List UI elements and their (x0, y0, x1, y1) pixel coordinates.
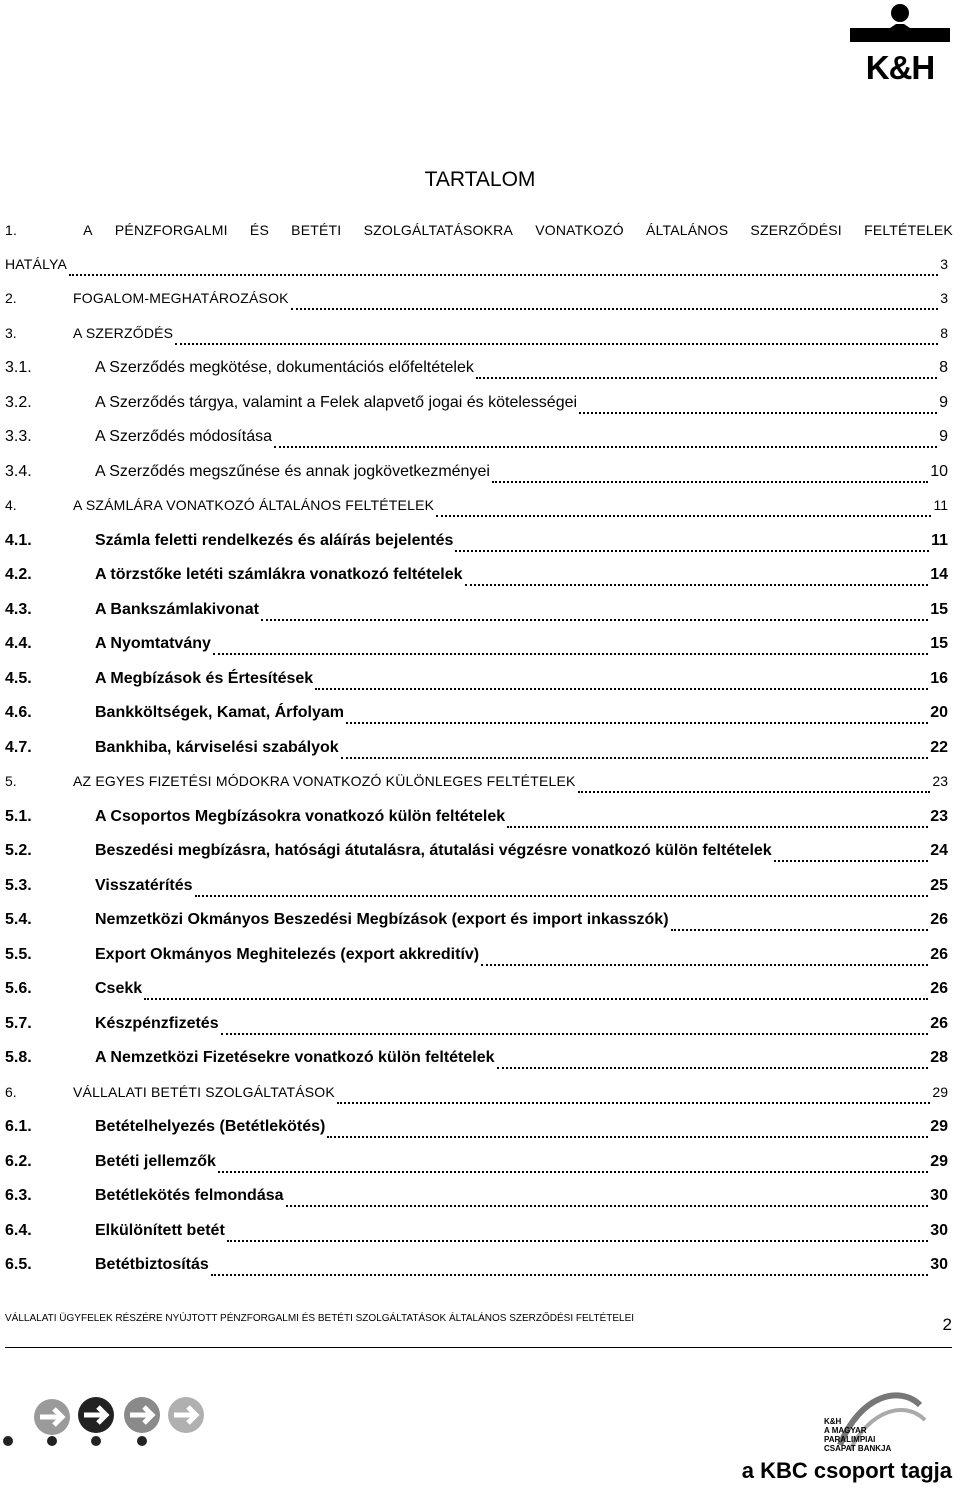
toc-leader-dots (286, 1204, 929, 1207)
toc-entry[interactable] (5, 1153, 948, 1179)
toc-entry-page: 28 (930, 1049, 948, 1066)
toc-entry-title: Export Okmányos Meghitelezés (export akkreditív) (95, 946, 480, 963)
toc-entry-number: 6.4. (5, 1222, 32, 1239)
toc-entry-page: 20 (930, 704, 948, 721)
toc-entry-title: Csekk (95, 980, 143, 997)
toc-leader-dots (578, 790, 931, 793)
toc-entry-page: 24 (930, 842, 948, 859)
paralympic-line: PARALIMPIAI (824, 1435, 876, 1444)
toc-leader-dots (476, 376, 937, 379)
toc-leader-dots (144, 997, 928, 1000)
toc-entry[interactable] (5, 704, 948, 730)
toc-entry-title: A SZÁMLÁRA VONATKOZÓ ÁLTALÁNOS FELTÉTELEK (73, 497, 435, 513)
toc-entry-title: A Szerződés megszűnése és annak jogkövetkezményei (95, 463, 490, 480)
toc-entry-number: 3.1. (5, 359, 32, 376)
toc-entry[interactable] (5, 290, 948, 316)
toc-leader-dots (213, 652, 928, 655)
toc-entry-number: 5.3. (5, 877, 32, 894)
toc-entry-title: A Csoportos Megbízásokra vonatkozó külön feltételek (95, 808, 506, 825)
toc-entry-page: 15 (930, 601, 948, 618)
toc-entry-1-word: ÁLTALÁNOS (646, 222, 729, 238)
toc-entry-page: 11 (931, 532, 948, 549)
toc-entry-page: 26 (930, 1015, 948, 1032)
toc-entry-title: A SZERZŐDÉS (73, 325, 174, 341)
toc-entry[interactable] (5, 359, 948, 385)
toc-leader-dots (492, 480, 928, 483)
toc-entry-title: Nemzetközi Okmányos Beszedési Megbízások (export és import inkasszók) (95, 911, 669, 928)
toc-leader-dots (346, 721, 928, 724)
toc-entry-number: 4.6. (5, 704, 32, 721)
toc-entry-number: 3.3. (5, 428, 32, 445)
toc-entry-page: 30 (930, 1222, 948, 1239)
toc-leader-dots (671, 928, 929, 931)
paralympic-badge (810, 1385, 930, 1455)
toc-leader-dots (315, 687, 928, 690)
toc-entry-title: A Nemzetközi Fizetésekre vonatkozó külön feltételek (95, 1049, 495, 1066)
toc-entry-1-word: SZOLGÁLTATÁSOKRA (363, 222, 514, 238)
toc-entry-page: 9 (939, 428, 948, 445)
toc-leader-dots (337, 1101, 931, 1104)
toc-entry-number: 6.5. (5, 1256, 32, 1273)
toc-entry-number: 6.3. (5, 1187, 32, 1204)
toc-entry-title: A Bankszámlakivonat (95, 601, 259, 618)
toc-entry-number: 3.2. (5, 394, 32, 411)
paralympic-line: CSAPAT BANKJA (824, 1444, 892, 1453)
toc-entry-1-word: PÉNZFORGALMI (114, 222, 228, 238)
toc-entry[interactable] (5, 497, 948, 523)
toc-entry-page: 11 (933, 497, 948, 513)
toc-entry-page: 26 (930, 980, 948, 997)
toc-entry[interactable] (5, 911, 948, 937)
toc-entry-title: A Nyomtatvány (95, 635, 211, 652)
toc-entry-number: 5.1. (5, 808, 32, 825)
toc-leader-dots (195, 894, 929, 897)
toc-entry-page: 3 (940, 256, 948, 272)
toc-leader-dots (211, 1273, 928, 1276)
toc-entry[interactable] (5, 566, 948, 592)
toc-entry-title: Bankköltségek, Kamat, Árfolyam (95, 704, 344, 721)
toc-entry-number: 4.5. (5, 670, 32, 687)
toc-entry-title: Bankhiba, kárviselési szabályok (95, 739, 339, 756)
toc-entry[interactable] (5, 808, 948, 834)
toc-entry-page: 25 (930, 877, 948, 894)
toc-entry-page: 26 (930, 946, 948, 963)
toc-entry-title: A törzstőke letéti számlákra vonatkozó feltételek (95, 566, 463, 583)
toc-entry-title: AZ EGYES FIZETÉSI MÓDOKRA VONATKOZÓ KÜLÖNLEGES FELTÉTELEK (73, 773, 576, 789)
toc-leader-dots (507, 825, 928, 828)
toc-leader-dots (221, 1032, 929, 1035)
toc-entry-page: 23 (932, 773, 948, 789)
toc-entry-number: 6.1. (5, 1118, 32, 1135)
toc-entry-number: 5. (5, 773, 17, 789)
toc-entry-page: 29 (930, 1118, 948, 1135)
toc-entry-title: Betételhelyezés (Betétlekötés) (95, 1118, 326, 1135)
paralympic-line: K&H (824, 1417, 842, 1426)
toc-entry-page: 29 (930, 1153, 948, 1170)
toc-entry[interactable] (5, 1015, 948, 1041)
toc-entry-number: 5.8. (5, 1049, 32, 1066)
toc-entry-page: 8 (939, 359, 948, 376)
toc-entry-title: A Szerződés módosítása (95, 428, 272, 445)
toc-entry[interactable] (5, 1222, 948, 1248)
toc-entry[interactable] (5, 463, 948, 489)
kbc-tagline: a KBC csoport tagja (741, 1458, 952, 1483)
toc-leader-dots (69, 273, 938, 276)
toc-entry[interactable] (5, 394, 948, 420)
toc-leader-dots (579, 411, 937, 414)
toc-entry[interactable] (5, 980, 948, 1006)
toc-entry-1-word: VONATKOZÓ (535, 222, 624, 238)
toc-entry-title: Betétlekötés felmondása (95, 1187, 284, 1204)
toc-entry[interactable] (5, 773, 948, 799)
toc-entry[interactable] (5, 325, 948, 351)
toc-entry-number: 3.4. (5, 463, 32, 480)
paralympic-line: A MAGYAR (824, 1426, 867, 1435)
toc-entry-number: 6. (5, 1084, 17, 1100)
toc-entry[interactable] (5, 1084, 948, 1110)
toc-entry-page: 16 (930, 670, 948, 687)
toc-leader-dots (291, 307, 938, 310)
toc-entry[interactable] (5, 635, 948, 661)
toc-entry-title: A Szerződés megkötése, dokumentációs előfeltételek (95, 359, 474, 376)
toc-entry-page: 30 (930, 1187, 948, 1204)
toc-entry-title: Beszedési megbízásra, hatósági átutalásra, átutalási végzésre vonatkozó külön feltételek (95, 842, 772, 859)
toc-entry-number: 5.6. (5, 980, 32, 997)
toc-entry-number: 5.5. (5, 946, 32, 963)
toc-entry-number: 4.2. (5, 566, 32, 583)
toc-entry-1-word: SZERZŐDÉSI (750, 222, 842, 238)
toc-leader-dots (175, 342, 938, 345)
toc-entry-title: Betéti jellemzők (95, 1153, 216, 1170)
toc-entry[interactable] (5, 1049, 948, 1075)
toc-leader-dots (436, 514, 931, 517)
toc-entry-page: 30 (930, 1256, 948, 1273)
toc-entry-page: 9 (939, 394, 948, 411)
toc-entry-page: 23 (930, 808, 948, 825)
toc-entry[interactable] (5, 601, 948, 627)
toc-entry-1-number: 1. (5, 222, 18, 238)
toc-entry-number: 5.7. (5, 1015, 32, 1032)
toc-leader-dots (774, 859, 929, 862)
kh-logo-mark-icon (846, 2, 954, 52)
toc-entry-1-word: FELTÉTELEK (864, 222, 953, 238)
toc-entry[interactable] (5, 877, 948, 903)
toc-entry-title: Betétbiztosítás (95, 1256, 209, 1273)
toc-leader-dots (274, 445, 937, 448)
toc-entry-title: FOGALOM-MEGHATÁROZÁSOK (73, 290, 289, 306)
toc-leader-dots (261, 618, 928, 621)
toc-entry-number: 4.4. (5, 635, 32, 652)
toc-entry-number: 4.1. (5, 532, 32, 549)
kh-logo-wordmark: K&H (865, 49, 935, 86)
toc-entry-number: 6.2. (5, 1153, 32, 1170)
toc-entry[interactable] (5, 670, 948, 696)
toc-entry-number: 5.2. (5, 842, 32, 859)
toc-entry-1-word: BETÉTI (291, 222, 342, 238)
toc-entry-title: HATÁLYA (5, 256, 68, 272)
toc-entry-number: 5.4. (5, 911, 32, 928)
toc-entry-title: Visszatérítés (95, 877, 193, 894)
toc-entry-1-line1[interactable] (5, 222, 953, 238)
footer-page-number: 2 (942, 1315, 952, 1334)
toc-entry-number: 2. (5, 290, 17, 306)
toc-entry-page: 26 (930, 911, 948, 928)
toc-entry-1-word: ÉS (249, 222, 269, 238)
toc-entry-1-line2[interactable] (5, 256, 948, 282)
toc-entry-page: 8 (940, 325, 948, 341)
toc-leader-dots (465, 583, 929, 586)
toc-entry[interactable] (5, 946, 948, 972)
toc-entry-page: 3 (940, 290, 948, 306)
toc-entry-page: 14 (930, 566, 948, 583)
toc-entry[interactable] (5, 532, 948, 558)
toc-leader-dots (497, 1066, 929, 1069)
toc-entry-number: 4. (5, 497, 17, 513)
toc-entry-number: 4.7. (5, 739, 32, 756)
toc-leader-dots (227, 1239, 928, 1242)
kh-logo (846, 2, 954, 86)
toc-leader-dots (327, 1135, 928, 1138)
toc-entry-1-word: A (83, 222, 93, 238)
toc-entry-number: 3. (5, 325, 17, 341)
footer-document-title: VÁLLALATI ÜGYFELEK RÉSZÉRE NYÚJTOTT PÉNZFORGALMI ÉS BETÉTI SZOLGÁLTATÁSOK ÁLTALÁNOS SZERZŐDÉSI FELTÉTELEI (5, 1313, 635, 1324)
toc-entry[interactable] (5, 428, 948, 454)
toc-entry-title: A Szerződés tárgya, valamint a Felek alapvető jogai és kötelességei (95, 394, 578, 411)
footer-divider (5, 1347, 952, 1348)
toc-entry-title: Számla feletti rendelkezés és aláírás bejelentés (95, 532, 454, 549)
toc-entry-title: Elkülönített betét (95, 1222, 225, 1239)
toc-leader-dots (481, 963, 928, 966)
toc-title: TARTALOM (424, 168, 536, 191)
toc-entry-page: 22 (930, 739, 948, 756)
toc-leader-dots (341, 756, 929, 759)
toc-entry-number: 4.3. (5, 601, 32, 618)
toc-entry-title: VÁLLALATI BETÉTI SZOLGÁLTATÁSOK (73, 1084, 335, 1100)
toc-entry-title: Készpénzfizetés (95, 1015, 219, 1032)
toc-entry-page: 29 (932, 1084, 948, 1100)
toc-entry-title: A Megbízások és Értesítések (95, 670, 314, 687)
toc-entry[interactable] (5, 1118, 948, 1144)
arrow-circles-icon (0, 1395, 220, 1455)
toc-entry[interactable] (5, 1187, 948, 1213)
toc-entry[interactable] (5, 1256, 948, 1282)
toc-entry[interactable] (5, 842, 948, 868)
toc-leader-dots (455, 549, 929, 552)
toc-entry-page: 10 (930, 463, 948, 480)
toc-entry[interactable] (5, 739, 948, 765)
toc-entry-page: 15 (930, 635, 948, 652)
toc-leader-dots (218, 1170, 928, 1173)
